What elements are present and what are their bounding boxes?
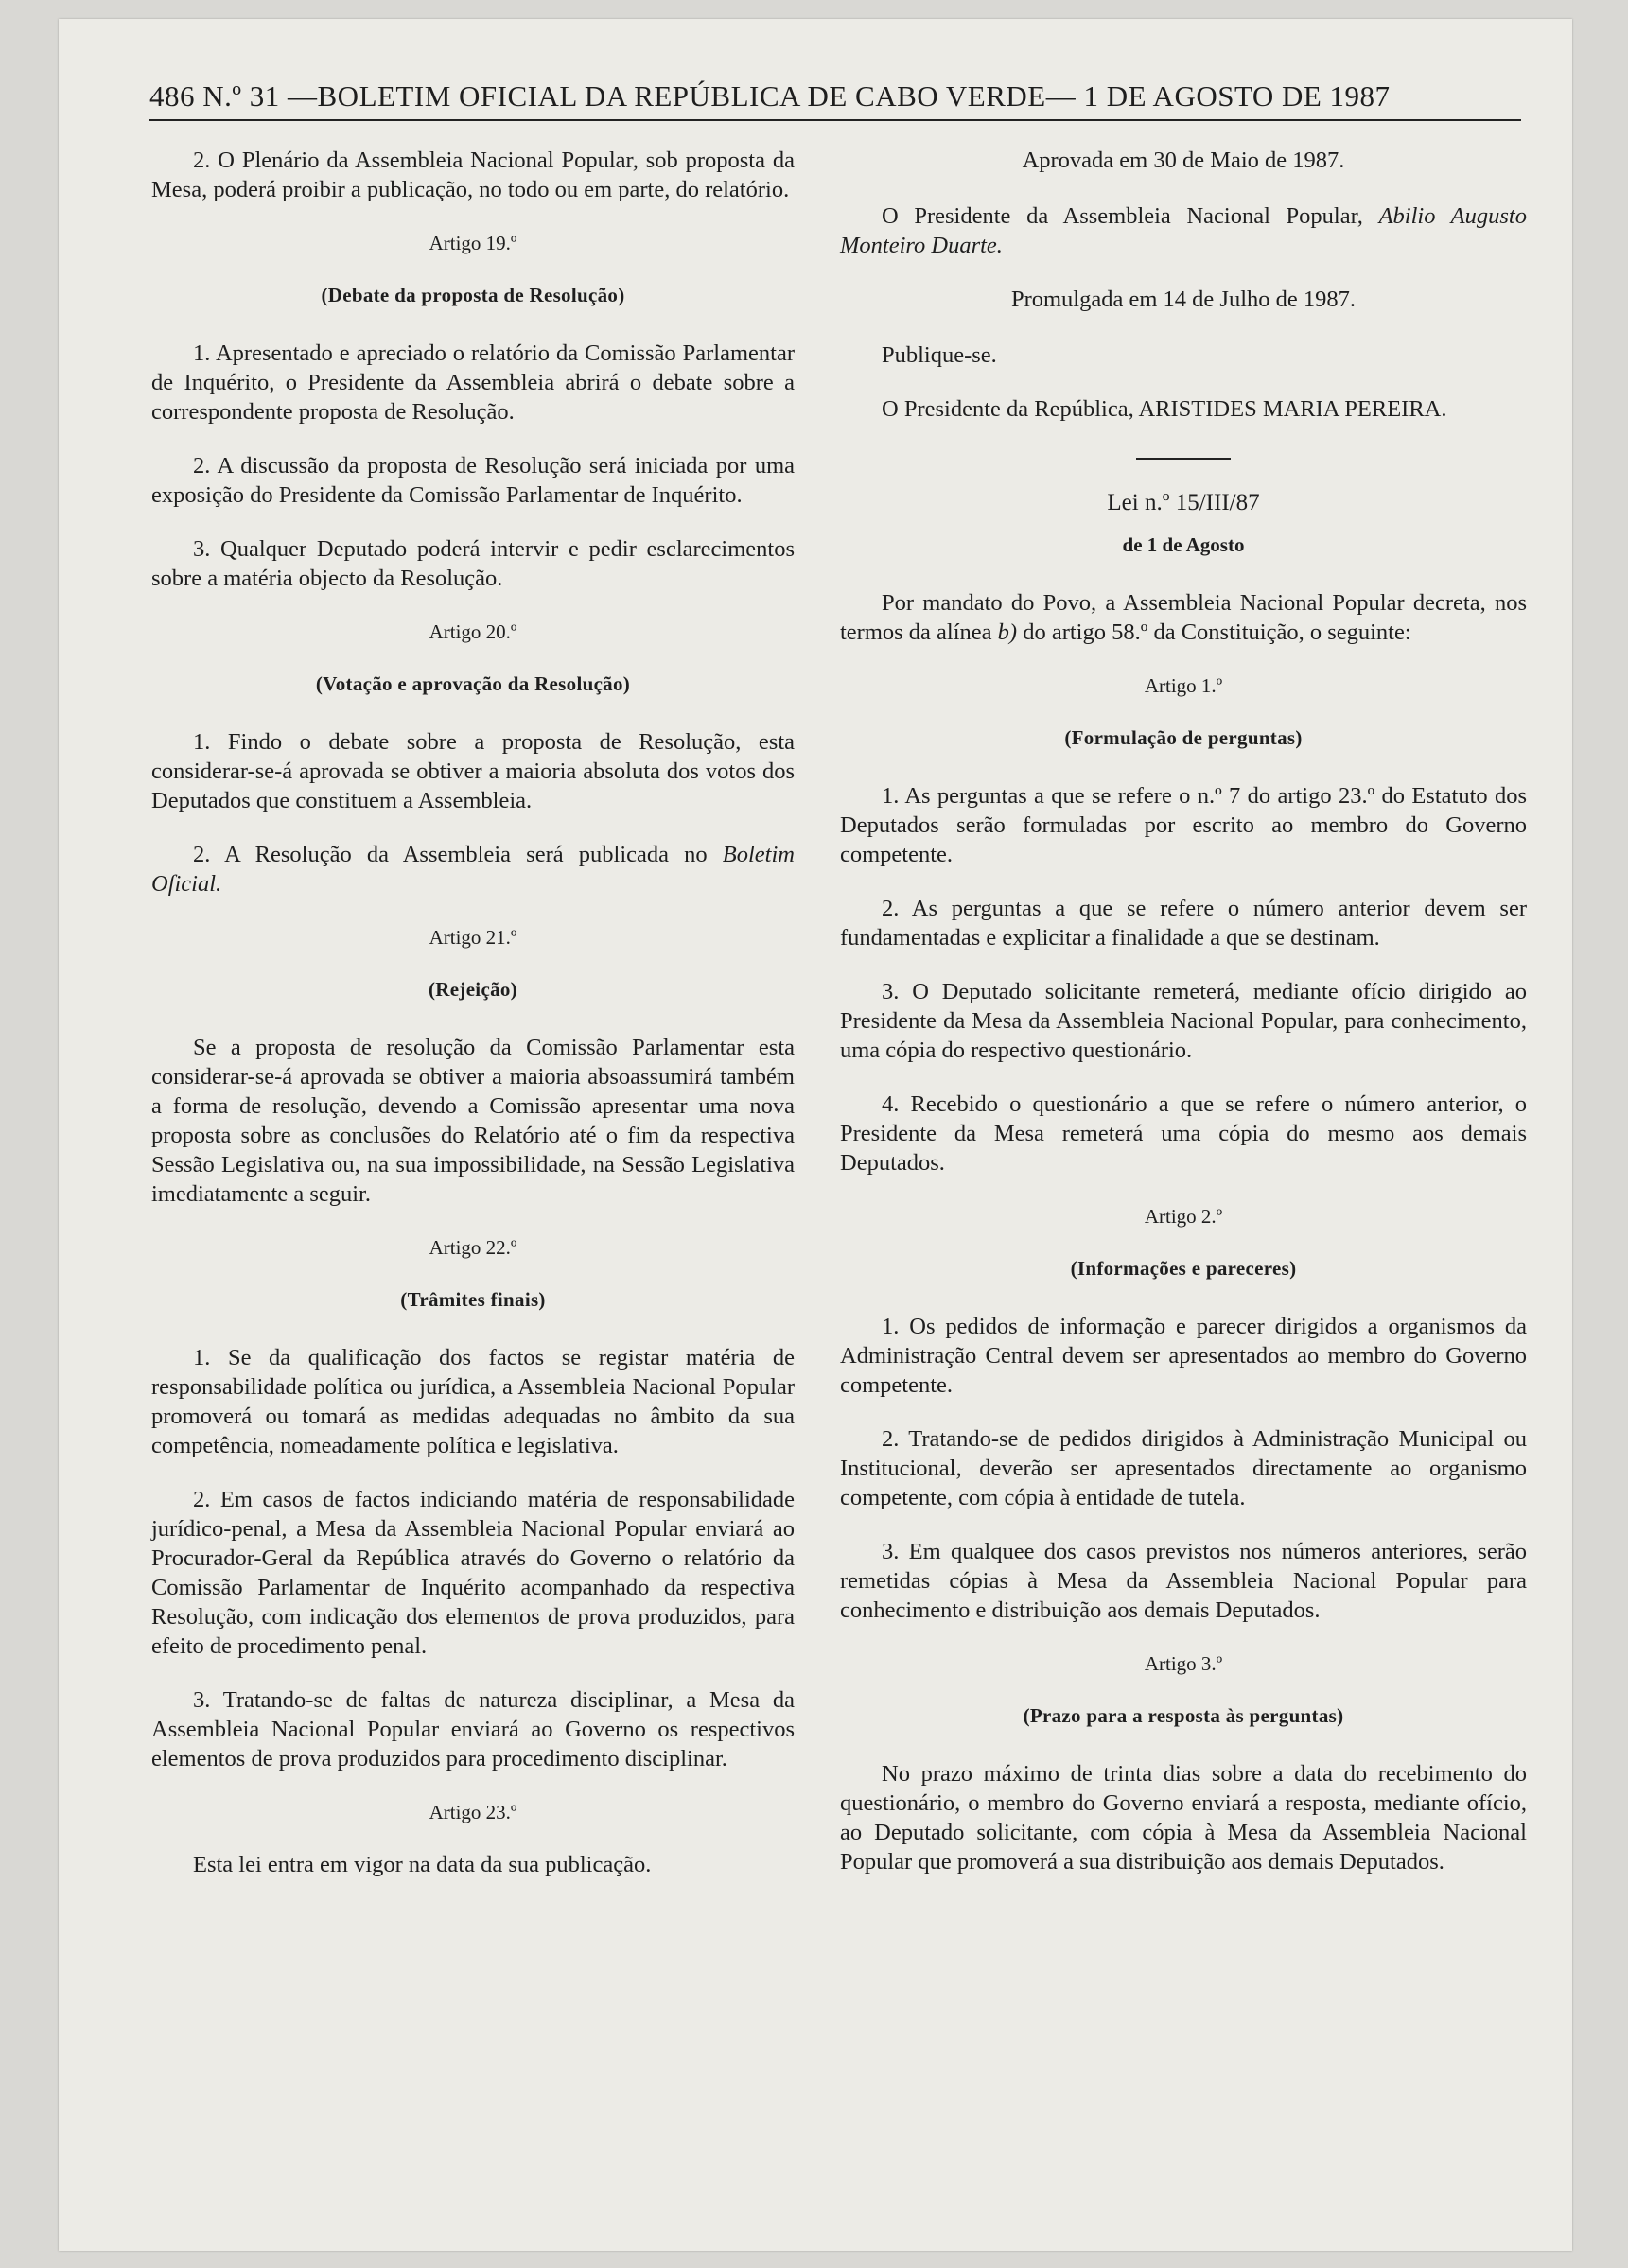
signatory-name: Abilio Augusto Monteiro Duarte. (840, 203, 1527, 258)
paragraph: 1. Se da qualificação dos factos se registar matéria de responsabilidade política ou jurídica, a Assembleia Nacional Popular promoverá ou tomará as medidas adequadas no âmbito da sua competência, nomeadamente política e legislativa. (151, 1345, 795, 1458)
page-header: 486 N.º 31 —BOLETIM OFICIAL DA REPÚBLICA DE CABO VERDE— 1 DE AGOSTO DE 1987 (149, 79, 1521, 121)
paragraph: 1. As perguntas a que se refere o n.º 7 do artigo 23.º do Estatuto dos Deputados serão formuladas por escrito ao membro do Governo competente. (840, 783, 1527, 867)
paragraph: Se a proposta de resolução da Comissão Parlamentar esta considerar-se-á aprovada se obtiver a maioria absoassumirá também a forma de resolução, devendo a Comissão apresentar uma nova proposta sobre as conclusões do Relatório até o fim da respectiva Sessão Legislativa ou, na sua impossibilidade, na Sessão Legislativa imediatamente a seguir. (151, 1035, 795, 1207)
paragraph: Esta lei entra em vigor na data da sua publicação. (193, 1852, 652, 1877)
approval-date: Aprovada em 30 de Maio de 1987. (1022, 148, 1345, 173)
paragraph: 1. Findo o debate sobre a proposta de Resolução, esta considerar-se-á aprovada se obtiver a maioria absoluta dos votos dos Deputados que constituem a Assembleia. (151, 729, 795, 813)
paragraph: 3. Qualquer Deputado poderá intervir e pedir esclarecimentos sobre a matéria objecto da Resolução. (151, 536, 795, 591)
promulgation-date: Promulgada em 14 de Julho de 1987. (1010, 287, 1357, 312)
left-column (151, 146, 795, 1904)
paragraph: No prazo máximo de trinta dias sobre a data do recebimento do questionário, o membro do Governo enviará a resposta, mediante ofício, ao Deputado solicitante, com cópia à Mesa da Assembleia Nacional Popular que promoverá a sua distribuição aos demais Deputados. (840, 1761, 1527, 1875)
law-title: Lei n.º 15/III/87 (1107, 490, 1260, 515)
article-heading: (Rejeição) (429, 978, 517, 1001)
preamble (840, 588, 1527, 647)
article-title: Artigo 21.º (429, 926, 517, 949)
right-column (840, 146, 1527, 1901)
paragraph: 4. Recebido o questionário a que se refere o número anterior, o Presidente da Mesa remeterá uma cópia do mesmo aos demais Deputados. (840, 1091, 1527, 1176)
paragraph: 2. As perguntas a que se refere o número anterior devem ser fundamentadas e explicitar a finalidade a que se destinam. (840, 896, 1527, 951)
paragraph: 1. Os pedidos de informação e parecer dirigidos a organismos da Administração Central devem ser apresentados ao membro do Governo competente. (840, 1314, 1527, 1398)
publication-name: Boletim Oficial. (151, 842, 795, 897)
article-heading: (Votação e aprovação da Resolução) (315, 672, 631, 695)
article-title: Artigo 20.º (429, 620, 517, 643)
republic-president: O Presidente da República, ARISTIDES MARIA PEREIRA. (882, 396, 1447, 422)
publish-note: Publique-se. (882, 342, 997, 368)
article-heading: (Debate da proposta de Resolução) (321, 284, 625, 306)
paragraph-text: O Presidente da Assembleia Nacional Popular, (882, 203, 1379, 229)
article-heading: (Informações e pareceres) (1070, 1257, 1297, 1280)
article-title: Artigo 19.º (429, 232, 517, 254)
paragraph: 3. Tratando-se de faltas de natureza disciplinar, a Mesa da Assembleia Nacional Popular enviará ao Governo os respectivos elementos de prova produzidos para procedimento disciplinar. (151, 1687, 795, 1771)
article-title: Artigo 2.º (1144, 1205, 1223, 1228)
article-heading: (Formulação de perguntas) (1064, 726, 1303, 749)
law-date: de 1 de Agosto (1122, 533, 1245, 556)
paragraph: 2. Em casos de factos indiciando matéria de responsabilidade jurídico-penal, a Mesa da Assembleia Nacional Popular enviará ao Procurador-Geral da República através do Governo o relatório da Comissão Parlamentar de Inquérito acompanhado da respectiva Resolução, com indicação dos elementos de prova produzidos, para efeito de procedimento penal. (151, 1487, 795, 1659)
paragraph: 2. O Plenário da Assembleia Nacional Popular, sob proposta da Mesa, poderá proibir a publicação, no todo ou em parte, do relatório. (151, 148, 795, 202)
paragraph: 3. Em qualquee dos casos previstos nos números anteriores, serão remetidas cópias à Mesa da Assembleia Nacional Popular para conhecimento e distribuição aos demais Deputados. (840, 1539, 1527, 1623)
article-title: Artigo 22.º (429, 1236, 517, 1259)
article-title: Artigo 1.º (1144, 674, 1223, 697)
article-title: Artigo 23.º (429, 1801, 517, 1823)
paragraph: 3. O Deputado solicitante remeterá, mediante ofício dirigido ao Presidente da Mesa da Assembleia Nacional Popular, para conhecimento, uma cópia do respectivo questionário. (840, 979, 1527, 1063)
paragraph-text: Por mandato do Povo, a Assembleia Nacional Popular decreta, nos termos da alínea (840, 590, 1527, 645)
paragraph: 2. A discussão da proposta de Resolução será iniciada por uma exposição do Presidente da Comissão Parlamentar de Inquérito. (151, 453, 795, 508)
paragraph-text: 2. A Resolução da Assembleia será publicada no (193, 842, 723, 867)
assembly-president (840, 201, 1527, 260)
paragraph-text: do artigo 58.º da Constituição, o seguinte: (1017, 619, 1411, 645)
paragraph: 1. Apresentado e apreciado o relatório da Comissão Parlamentar de Inquérito, o Presidente da Assembleia abrirá o debate sobre a correspondente proposta de Resolução. (151, 340, 795, 425)
clause-ref: b) (997, 619, 1018, 645)
article-heading: (Prazo para a resposta às perguntas) (1023, 1704, 1344, 1727)
article-heading: (Trâmites finais) (400, 1288, 546, 1311)
paragraph (151, 840, 795, 898)
paragraph: 2. Tratando-se de pedidos dirigidos à Administração Municipal ou Institucional, deverão ser apresentados directamente ao organismo competente, com cópia à entidade de tutela. (840, 1426, 1527, 1510)
divider (1136, 458, 1231, 460)
article-title: Artigo 3.º (1144, 1652, 1223, 1675)
